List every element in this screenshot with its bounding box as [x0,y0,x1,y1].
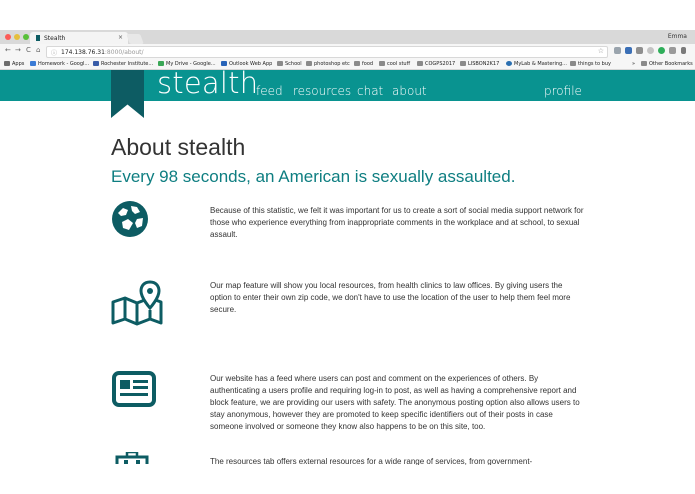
bookmark-item[interactable]: MyLab & Mastering... [506,61,567,67]
globe-icon [111,200,149,238]
extension-icon[interactable] [658,47,665,54]
bookmarks-overflow[interactable]: » [632,60,636,67]
tab-title: Stealth [44,34,66,42]
bookmark-folder[interactable]: cool stuff [379,61,410,67]
folder-icon [641,61,647,66]
reload-icon[interactable]: C [26,46,31,54]
drive-icon [158,61,164,66]
doc-icon [30,61,36,66]
bookmark-item[interactable]: Outlook Web App [221,61,272,67]
extension-icon[interactable] [647,47,654,54]
nav-profile[interactable]: profile [544,84,582,98]
newspaper-icon [110,370,158,408]
folder-icon [570,61,576,66]
bookmark-folder[interactable]: food [354,61,373,67]
info-icon[interactable]: ⓘ [51,50,58,57]
menu-icon[interactable] [681,47,686,54]
folder-icon [417,61,423,66]
nav-feed[interactable]: feed [256,84,283,98]
bookmark-folder[interactable]: photoshop etc [306,61,350,67]
profile-name[interactable]: Emma [667,33,687,40]
extension-icon[interactable] [636,47,643,54]
page-subtitle: Every 98 seconds, an American is sexually assaulted. [111,167,516,186]
bookmark-item[interactable]: My Drive - Google... [158,61,216,67]
outlook-icon [221,61,227,66]
home-icon[interactable]: ⌂ [36,46,41,54]
new-tab-button[interactable] [126,34,144,44]
close-window-icon[interactable] [5,34,11,40]
bookmark-item[interactable]: Apps [4,61,24,67]
forward-icon[interactable]: → [15,46,21,54]
folder-icon [379,61,385,66]
folder-icon [306,61,312,66]
browser-tab[interactable] [30,32,128,44]
bookmarks-bar [0,58,695,70]
url-text[interactable]: 174.138.76.31:8000/about/ [61,48,144,56]
viewport-bottom-margin [0,464,695,494]
folder-icon [460,61,466,66]
bookmark-item[interactable]: Homework - Googl... [30,61,89,67]
folder-icon [277,61,283,66]
bookmark-folder[interactable]: School [277,61,302,67]
bookmark-folder[interactable]: LISBON2K17 [460,61,499,67]
window-top-margin [0,0,695,30]
minimize-window-icon[interactable] [14,34,20,40]
nav-resources[interactable]: resources [293,84,352,98]
map-pin-icon [110,280,164,326]
nav-chat[interactable]: chat [357,84,384,98]
feature-text: Our website has a feed where users can post and comment on the experiences of others. By authenticating a users profile and requiring log-in to post, as well as having a comprehensive report and block feature, we are providing our users with safety. The anonymous posting option also allows users to stay anonymous, however they are promoted to keep specific identifiers out of their posts in case someone involved or someone they know also happens to be on this site, too. [210,374,580,431]
nav-about[interactable]: about [392,84,427,98]
logo-ribbon [111,70,144,118]
extension-icon[interactable] [625,47,632,54]
bookmark-folder[interactable]: COGPS2017 [417,61,455,67]
briefcase-icon [115,452,149,464]
feature-text: The resources tab offers external resources for a wide range of services, from government- [210,457,533,465]
browser-chrome [0,30,695,69]
toolbar [0,44,695,58]
tab-bar [0,30,695,44]
tab-close-icon[interactable]: × [117,34,123,41]
zoom-window-icon[interactable] [23,34,29,40]
bookmark-star-icon[interactable]: ☆ [597,47,604,55]
back-icon[interactable]: ← [5,46,11,54]
folder-icon [354,61,360,66]
bookmark-item[interactable]: Rochester Institute... [93,61,153,67]
extension-icon[interactable] [669,47,676,54]
bookmark-favicon-icon [36,35,40,41]
extension-icon[interactable] [614,47,621,54]
bookmark-folder[interactable]: Other Bookmarks [641,61,693,67]
feature-text: Because of this statistic, we felt it was important for us to create a sort of social media support network for those who experience everything from inappropriate comments in the workplace and at school, to sexual assault. [210,206,584,239]
address-bar[interactable] [46,46,608,58]
feature-text: Our map feature will show you local resources, from health clinics to law offices. By giving users the option to enter their own zip code, we don't have to use the location of the user to help them feel more secure. [210,281,571,314]
mylab-icon [506,61,512,66]
school-icon [93,61,99,66]
apps-icon [4,61,10,66]
bookmark-folder[interactable]: things to buy [570,61,611,67]
page-title: About stealth [111,134,246,160]
brand-logo[interactable]: stealth [157,66,259,100]
